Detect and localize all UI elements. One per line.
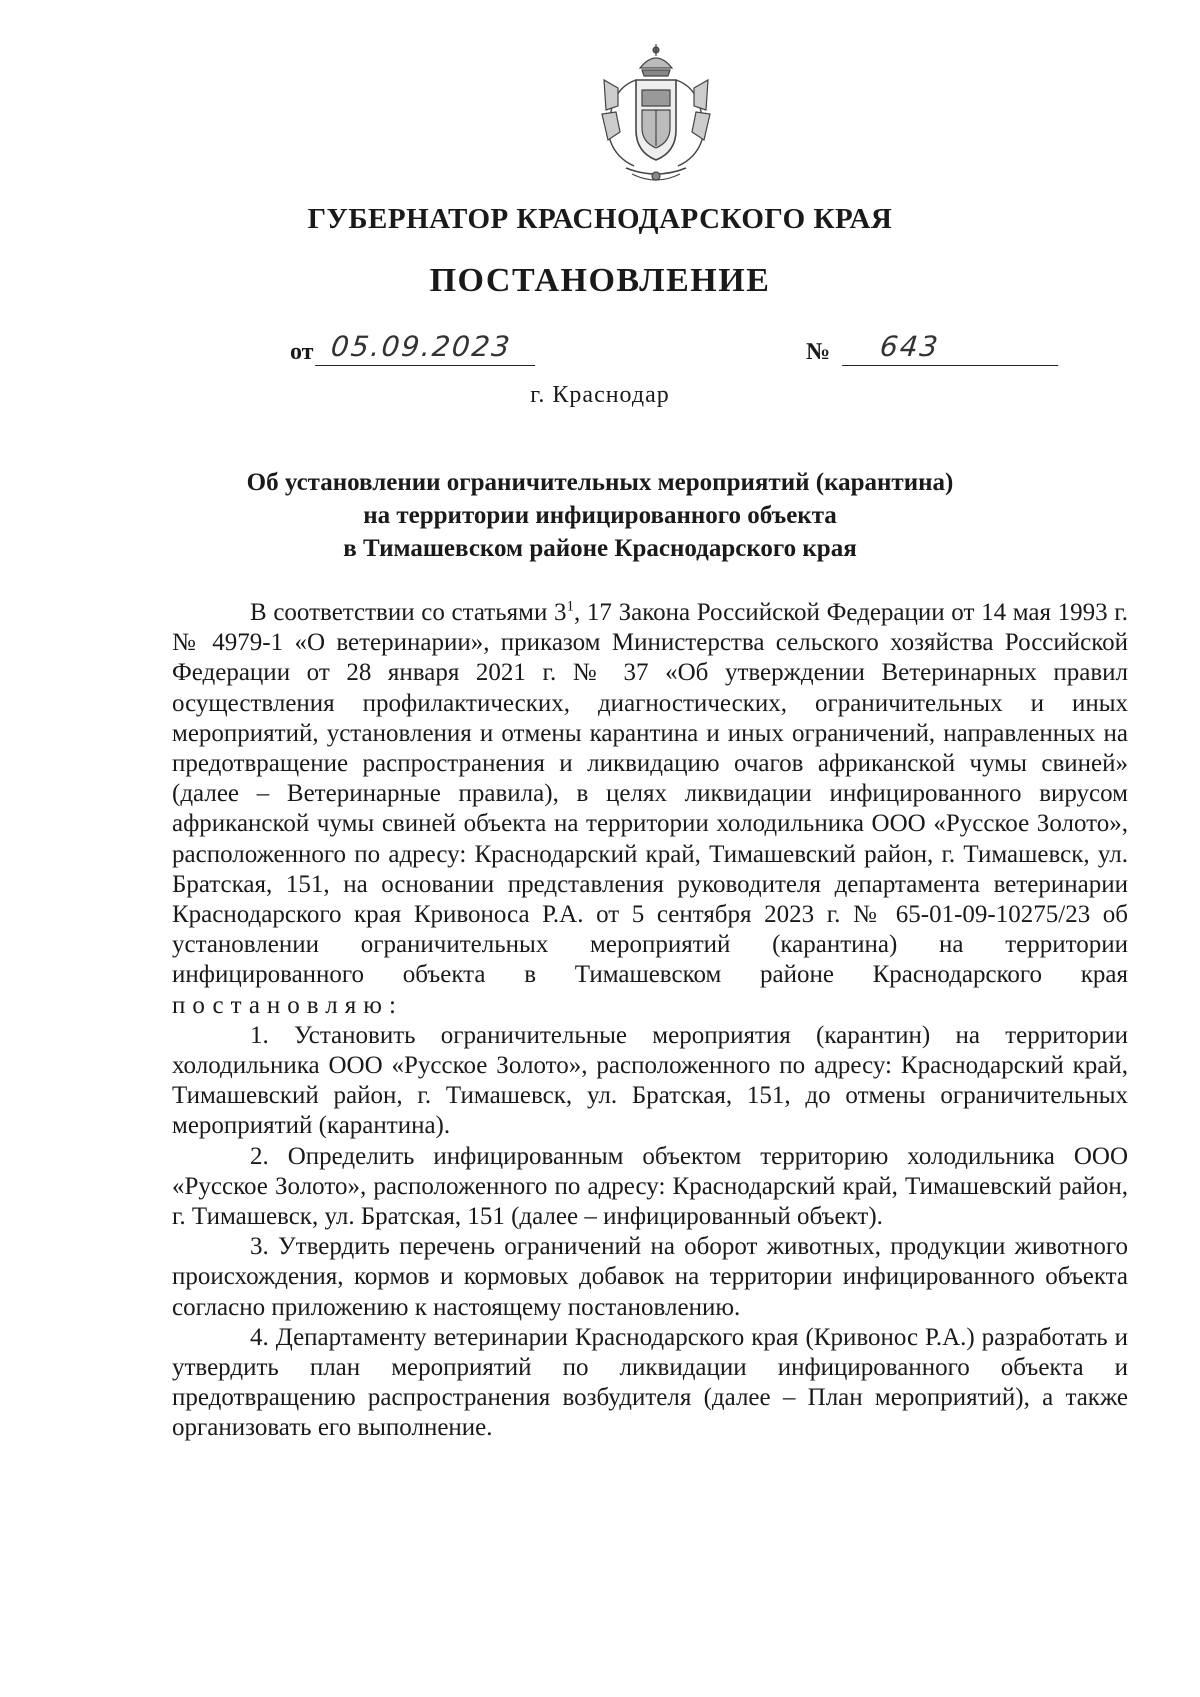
date-prefix: от — [290, 339, 314, 365]
document-title — [100, 466, 1100, 565]
preamble-rest: , 17 Закона Российской Федерации от 14 мая 1993 г. № 4979-1 «О ветеринарии», приказом Министерства сельского хозяйства Российской Федерации от 28 января 2021 г. № 37 «Об утверждении Ветеринарных правил осуществления профилактических, диагностических, ограничительных и иных мероприятий, установления и отмены карантина и иных ограничений, направленных на предотвращение распространения и ликвидацию очагов африканской чумы свиней» (далее – Ветеринарные правила), в целях ликвидации инфицированного вирусом африканской чумы свиней объекта на территории холодильника ООО «Русское Золото», расположенного по адресу: Краснодарский край, Тимашевский район, г. Тимашевск, ул. Братская, 151, на основании представления руководителя департамента ветеринарии Краснодарского края Кривоноса Р.А. от 5 сентября 2023 г. № 65-01-09-10275/23 об установлении ограничительных мероприятий (карантина) на территории инфицированного объекта в Тимашевском районе Краснодарского края — [172, 599, 1128, 989]
title-line-3: в Тимашевском районе Краснодарского края — [343, 535, 857, 562]
decree-colon: : — [388, 991, 396, 1019]
number-value: 643 — [842, 330, 1062, 366]
document-type: ПОСТАНОВЛЕНИЕ — [429, 262, 771, 299]
number-prefix: № — [806, 339, 831, 365]
number-field — [806, 330, 1060, 366]
item-4: 4. Департаменту ветеринарии Краснодарского края (Кривонос Р.А.) разработать и утвердить план мероприятий по ликвидации инфицированного объекта и предотвращению распространения возбудителя (далее – План мероприятий), а также организовать его выполнение. — [172, 1323, 1128, 1442]
date-value: 05.09.2023 — [316, 330, 540, 366]
preamble-start: В соответствии со статьями 3 — [250, 599, 567, 626]
preamble — [172, 598, 1128, 1021]
date-field — [290, 330, 537, 366]
document-body — [172, 598, 1128, 1444]
title-line-1: Об установлении ограничительных мероприятий (карантина) — [246, 469, 954, 496]
item-1: 1. Установить ограничительные мероприятия (карантин) на территории холодильника ООО «Русское Золото», расположенного по адресу: Краснодарский край, Тимашевский район, г. Тимашевск, ул. Братская, 151, до отмены ограничительных мероприятий (карантина). — [172, 1021, 1128, 1140]
coat-of-arms-icon — [596, 40, 716, 190]
item-3: 3. Утвердить перечень ограничений на оборот животных, продукции животного происхождения, кормов и кормовых добавок на территории инфицированного объекта согласно приложению к настоящему постановлению. — [172, 1233, 1128, 1321]
preamble-superscript: 1 — [566, 598, 574, 615]
issuing-authority: ГУБЕРНАТОР КРАСНОДАРСКОГО КРАЯ — [307, 203, 893, 235]
title-line-2: на территории инфицированного объекта — [363, 502, 837, 529]
city: г. Краснодар — [530, 382, 670, 408]
decree-word: постановляю — [172, 991, 389, 1019]
item-2: 2. Определить инфицированным объектом территорию холодильника ООО «Русское Золото», расположенного по адресу: Краснодарский край, Тимашевский район, г. Тимашевск, ул. Братская, 151 (далее – инфицированный объект). — [172, 1142, 1128, 1231]
